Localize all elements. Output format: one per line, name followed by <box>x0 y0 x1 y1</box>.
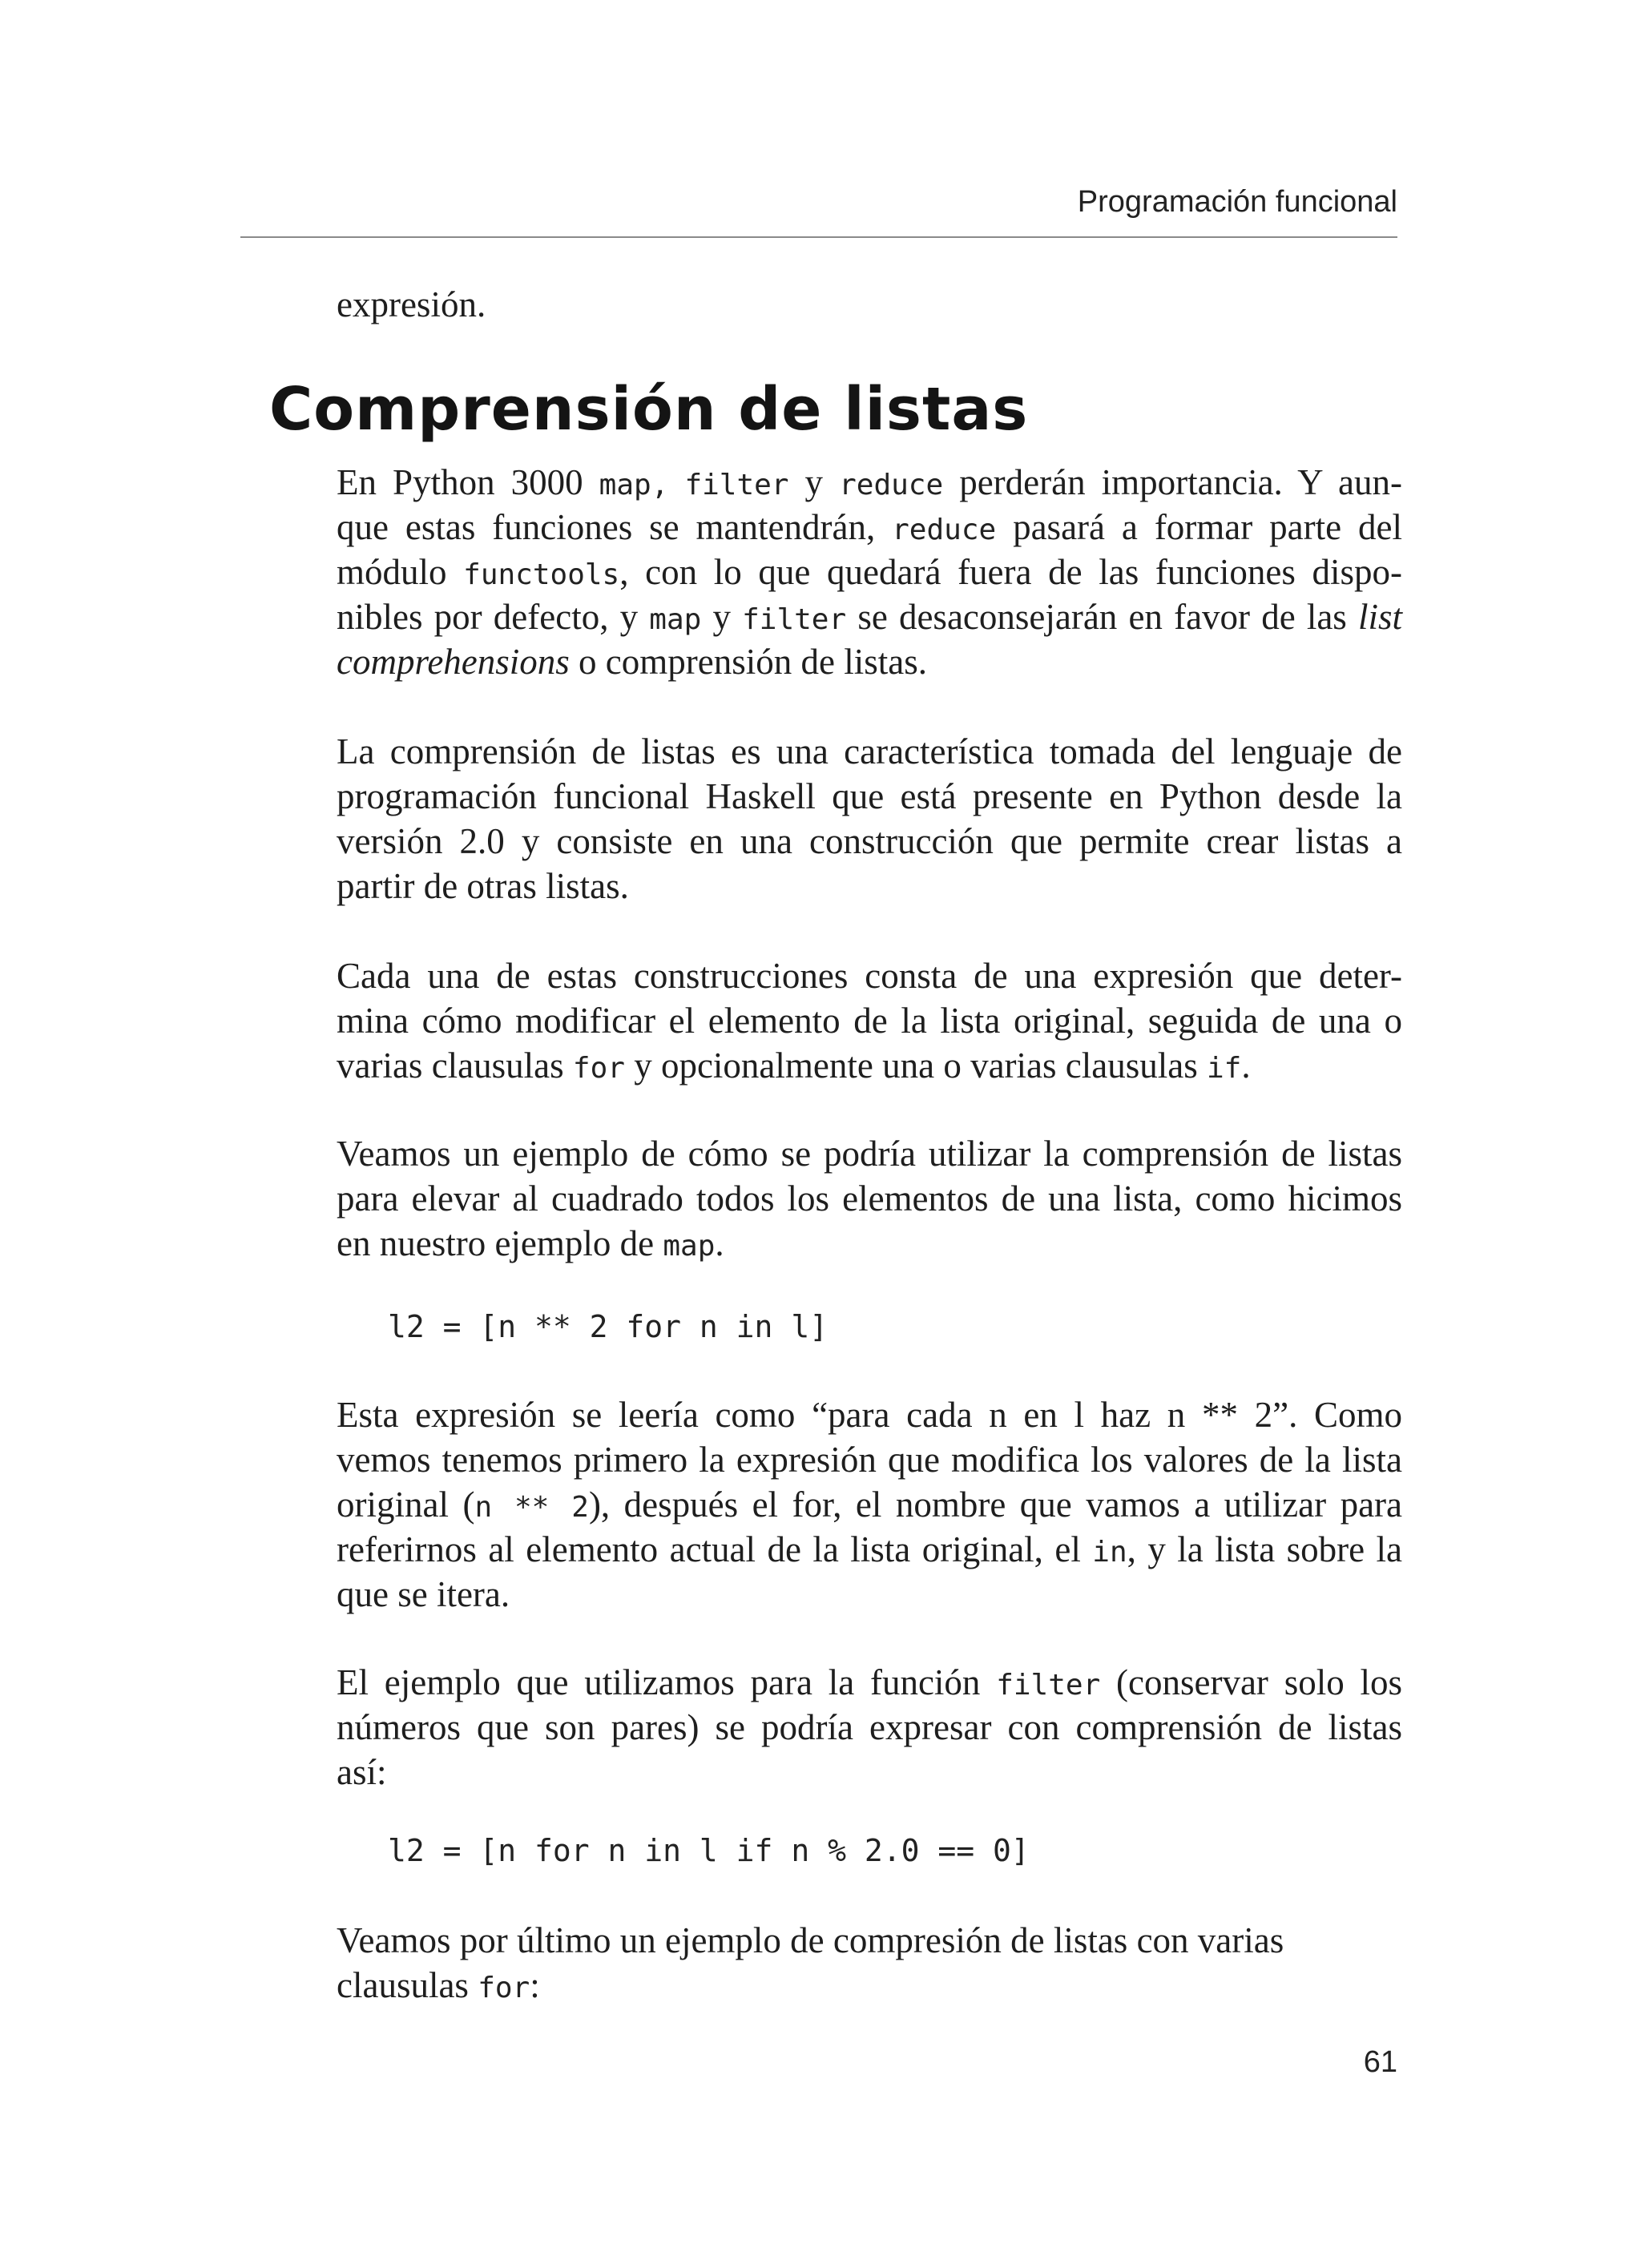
inline-code: reduce <box>839 469 944 502</box>
running-head: Programación funcional <box>1077 185 1397 219</box>
text-line: vemos tenemos primero la expresión que modifica los valores de la lista <box>337 1440 1402 1480</box>
text-line: En Python 3000 map, filter y reduce perderán importancia. Y aun- <box>337 462 1403 502</box>
text-line: Veamos por último un ejemplo de compresión de listas con varias <box>337 1920 1284 1960</box>
text-line: varias clausulas for y opcionalmente una o varias clausulas if. <box>337 1045 1251 1086</box>
text-line: números que son pares) se podría expresar con comprensión de listas <box>337 1707 1402 1747</box>
text-line: expresión. <box>337 284 486 324</box>
text-line: programación funcional Haskell que está presente en Python desde la <box>337 776 1402 816</box>
emphasis: comprehensions <box>337 642 570 682</box>
inline-code: n ** 2 <box>474 1491 589 1524</box>
text-line: módulo functools, con lo que quedará fuera de las funciones dispo- <box>337 552 1402 592</box>
paragraph-fragment <box>337 282 1402 327</box>
text-line: partir de otras listas. <box>337 866 629 906</box>
paragraph-7 <box>337 1918 1402 2008</box>
inline-code: for <box>572 1052 625 1085</box>
inline-code: functools <box>463 558 620 591</box>
text-line: original (n ** 2), después el for, el nombre que vamos a utilizar para <box>337 1484 1403 1525</box>
code-block: l2 = [n ** 2 for n in l] <box>388 1309 829 1344</box>
section-title: Comprensión de listas <box>269 375 1029 444</box>
text-line: versión 2.0 y consiste en una construcción que permite crear listas a <box>337 821 1402 861</box>
paragraph-3 <box>337 953 1402 1088</box>
text-line: que se itera. <box>337 1574 510 1614</box>
text-line: Veamos un ejemplo de cómo se podría utilizar la comprensión de listas <box>337 1134 1402 1174</box>
text-line: comprehensions o comprensión de listas. <box>337 642 927 682</box>
text-line: Cada una de estas construcciones consta de una expresión que deter- <box>337 956 1402 996</box>
code-block: l2 = [n for n in l if n % 2.0 == 0] <box>388 1833 1030 1868</box>
page-number: 61 <box>1363 2045 1397 2079</box>
paragraph-2 <box>337 729 1402 908</box>
text-line: en nuestro ejemplo de map. <box>337 1223 724 1263</box>
emphasis: list <box>1357 597 1402 637</box>
text-line: mina cómo modificar el elemento de la lista original, seguida de una o <box>337 1001 1402 1041</box>
text-line: así: <box>337 1752 387 1792</box>
inline-code: map <box>649 603 702 636</box>
text-line: Esta expresión se leería como “para cada n en l haz n ** 2”. Como <box>337 1395 1402 1435</box>
text-line: referirnos al elemento actual de la lista original, el in, y la lista sobre la <box>337 1529 1402 1569</box>
text-line: para elevar al cuadrado todos los elementos de una lista, como hicimos <box>337 1178 1402 1219</box>
paragraph-5 <box>337 1392 1402 1617</box>
inline-code: if <box>1206 1052 1242 1085</box>
text-line: La comprensión de listas es una característica tomada del lenguaje de <box>337 731 1402 771</box>
inline-code: filter <box>742 603 847 636</box>
inline-code: map, <box>599 469 669 502</box>
inline-code: in <box>1092 1536 1127 1569</box>
text-line: El ejemplo que utilizamos para la función filter (conservar solo los <box>337 1662 1402 1702</box>
inline-code: filter <box>996 1669 1101 1702</box>
inline-code: reduce <box>892 514 997 546</box>
inline-code: map <box>663 1230 716 1263</box>
header-rule <box>240 236 1397 238</box>
text-line: que estas funciones se mantendrán, reduce pasará a formar parte del <box>337 507 1402 547</box>
inline-code: for <box>478 1972 530 2004</box>
text-line: nibles por defecto, y map y filter se desaconsejarán en favor de las list <box>337 597 1402 637</box>
inline-code: filter <box>684 469 789 502</box>
paragraph-6 <box>337 1660 1402 1795</box>
paragraph-4 <box>337 1131 1402 1266</box>
text-line: clausulas for: <box>337 1965 540 2005</box>
paragraph-1 <box>337 460 1402 684</box>
